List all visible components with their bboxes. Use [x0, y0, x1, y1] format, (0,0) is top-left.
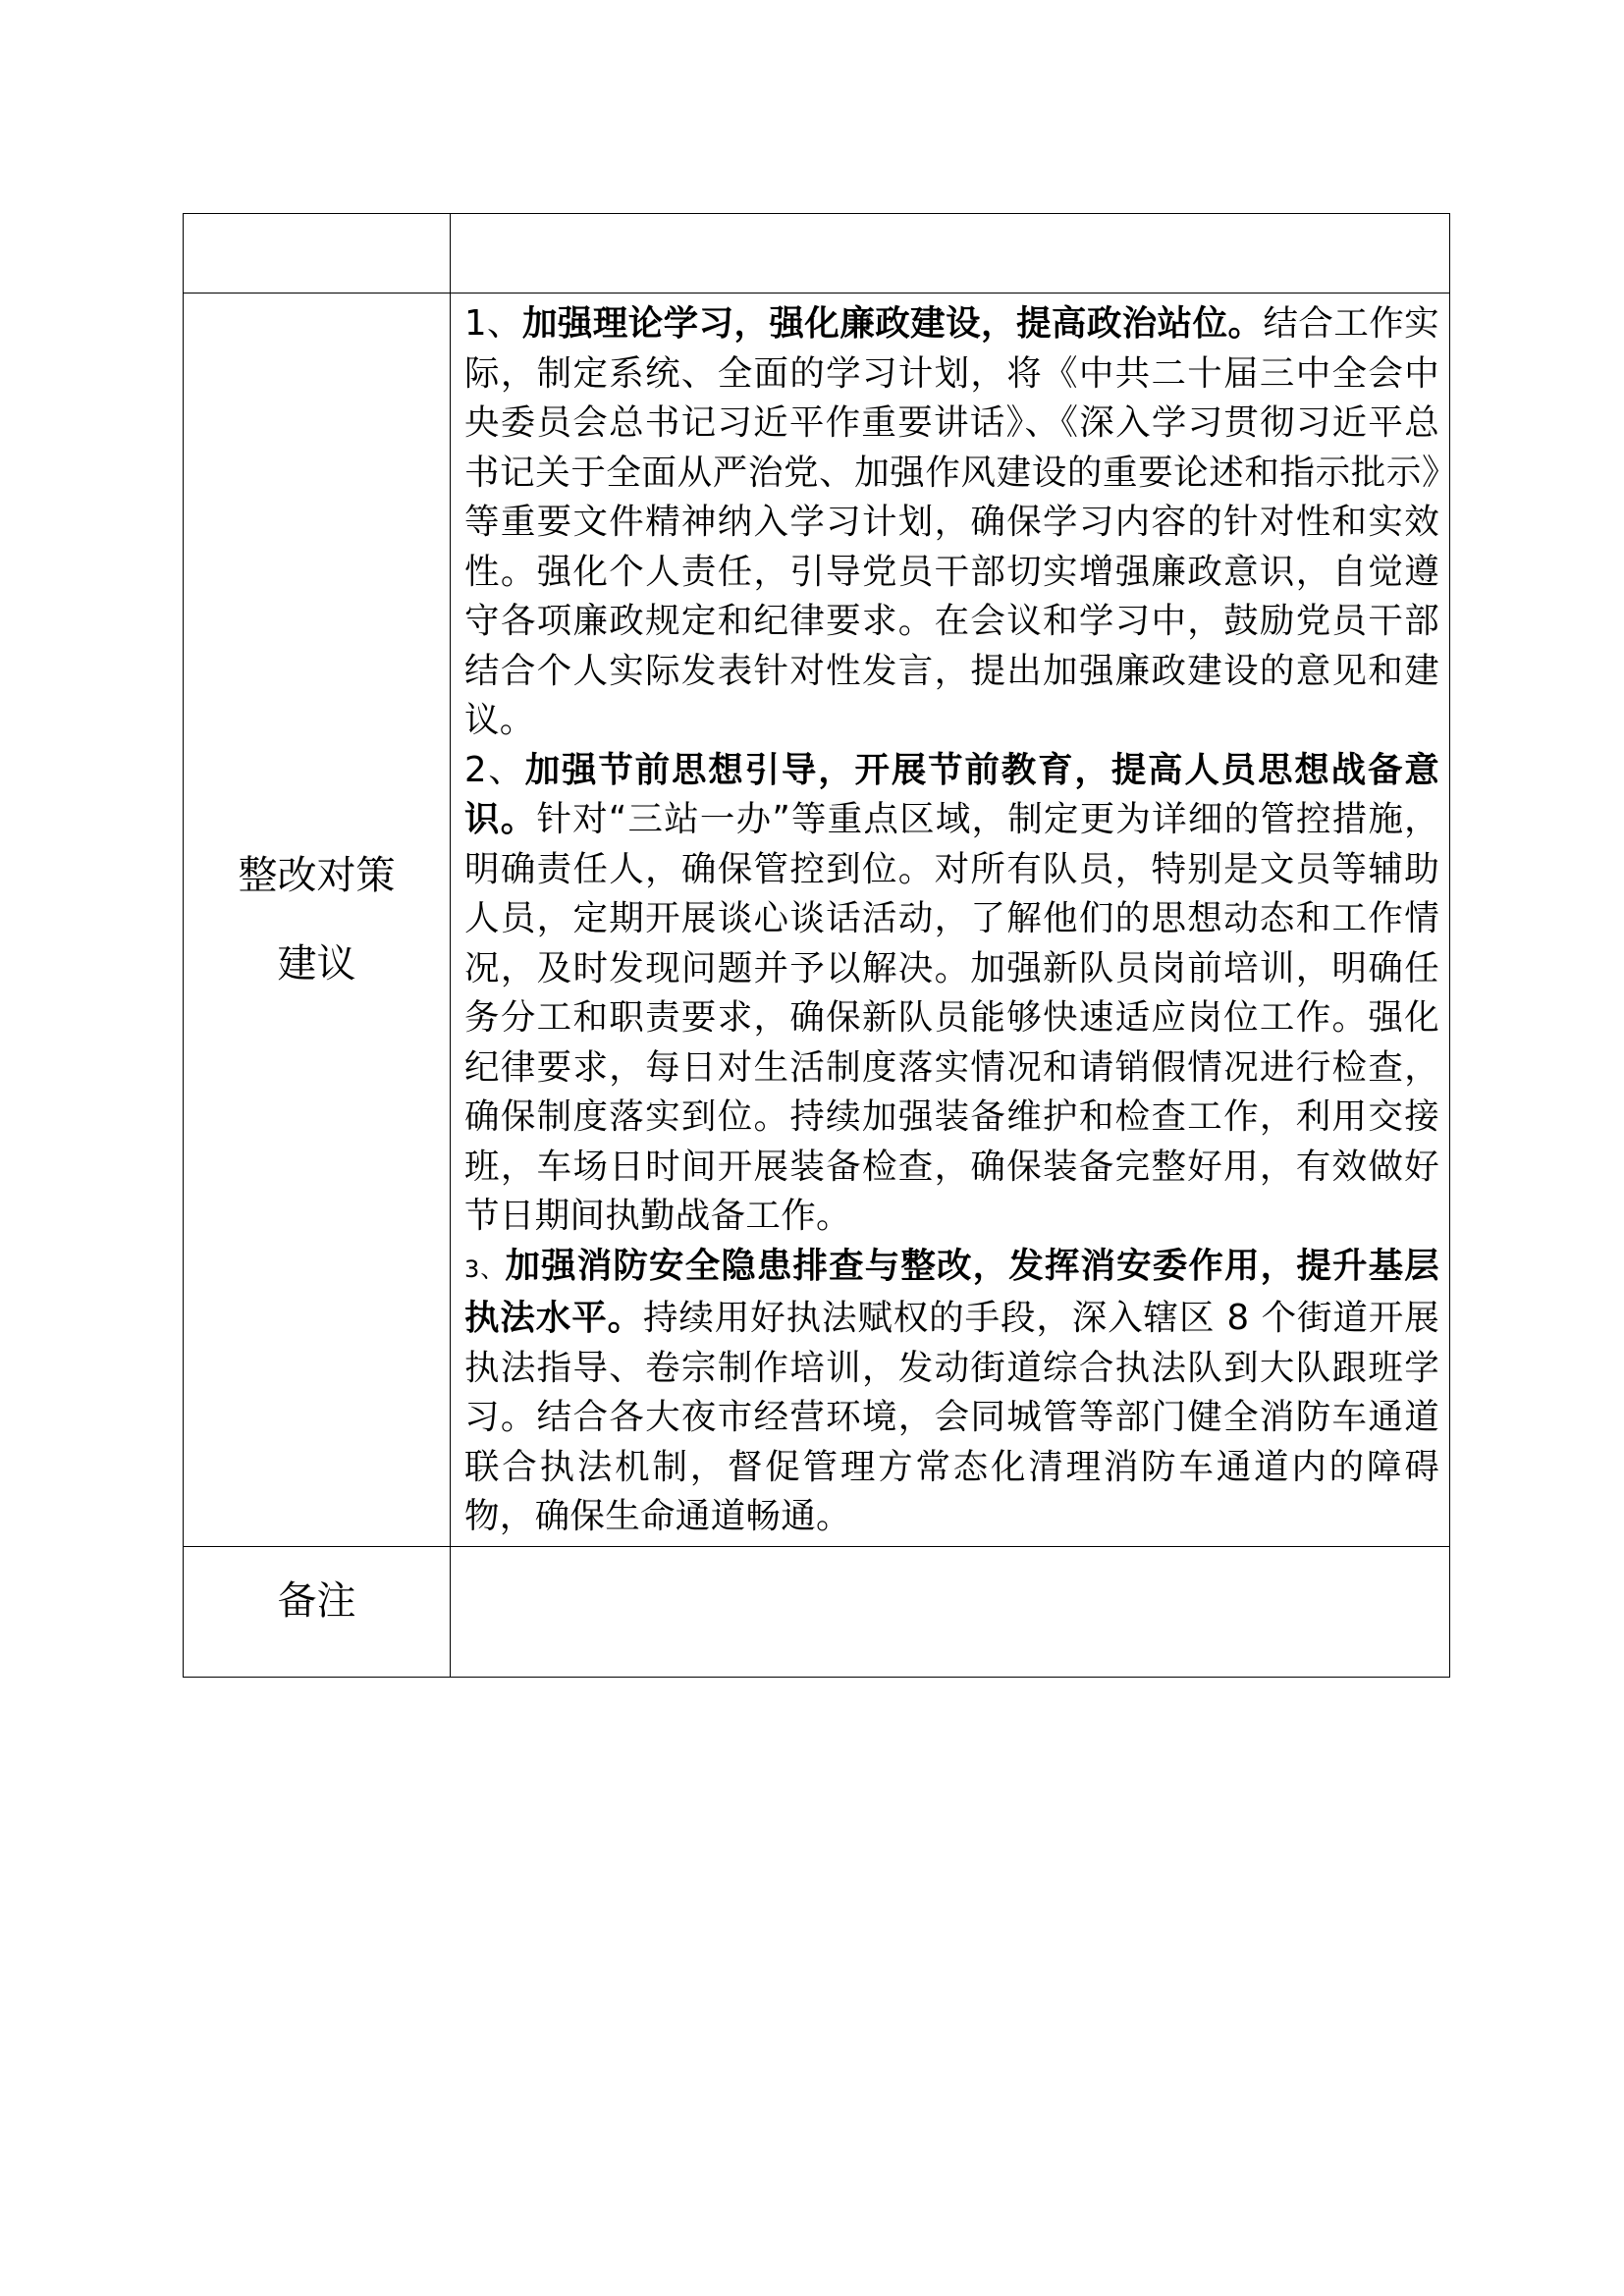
measure-item-2-number: 2、 [464, 749, 525, 790]
measure-item-1-body: 结合工作实际，制定系统、全面的学习计划，将《中共二十届三中全会中央委员会总书记习近平作重要讲话》、《深入学习贯彻习近平总书记关于全面从严治党、加强作风建设的重要论述和指示批示》等重要文件精神纳入学习计划，确保学习内容的针对性和实效性。强化个人责任，引导党员干部切实增强廉政意识，自觉遵守各项廉政规定和纪律要求。在会议和学习中，鼓励党员干部结合个人实际发表针对性发言，提出加强廉政建设的意见和建议。 [464, 303, 1439, 740]
measure-item-3-body: 持续用好执法赋权的手段，深入辖区 8 个街道开展执法指导、卷宗制作培训，发动街道综合执法队到大队跟班学习。结合各大夜市经营环境，会同城管等部门健全消防车通道联合执法机制，督促管理方常态化清理消防车通道内的障碍物，确保生命通道畅通。 [464, 1298, 1439, 1536]
measures-label-cell [184, 294, 451, 1547]
measure-item-1-lead: 加强理论学习，强化廉政建设，提高政治站位。 [521, 303, 1264, 344]
measure-item-3 [464, 1242, 1439, 1542]
measure-item-2 [464, 746, 1439, 1242]
remarks-content-cell [451, 1546, 1450, 1677]
measure-item-2-body: 针对“三站一办”等重点区域，制定更为详细的管控措施，明确责任人，确保管控到位。对所有队员，特别是文员等辅助人员，定期开展谈心谈话活动，了解他们的思想动态和工作情况，及时发现问题并予以解决。加强新队员岗前培训，明确任务分工和职责要求，确保新队员能够快速适应岗位工作。强化纪律要求，每日对生活制度落实情况和请销假情况进行检查，确保制度落实到位。持续加强装备维护和检查工作，利用交接班，车场日时间开展装备检查，确保装备完整好用，有效做好节日期间执勤战备工作。 [464, 799, 1439, 1236]
table-row-top-empty [184, 214, 1450, 294]
empty-label-cell [184, 214, 451, 294]
measures-table [183, 213, 1450, 1678]
measure-item-2-lead: 加强节前思想引导，开展节前教育，提高人员思想战备意识。 [464, 749, 1439, 839]
table-row-measures [184, 294, 1450, 1547]
measure-item-1 [464, 299, 1439, 746]
empty-content-cell [451, 214, 1450, 294]
table-row-remarks [184, 1546, 1450, 1677]
measure-item-1-number: 1、 [464, 303, 522, 344]
measures-label: 整改对策 建议 [238, 852, 396, 987]
measures-content-cell [451, 294, 1450, 1547]
measure-item-3-number: 3、 [464, 1255, 506, 1283]
remarks-label-cell [184, 1546, 451, 1677]
measure-item-3-lead: 加强消防安全隐患排查与整改，发挥消安委作用，提升基层执法水平。 [464, 1245, 1439, 1338]
remarks-label: 备注 [277, 1577, 356, 1624]
